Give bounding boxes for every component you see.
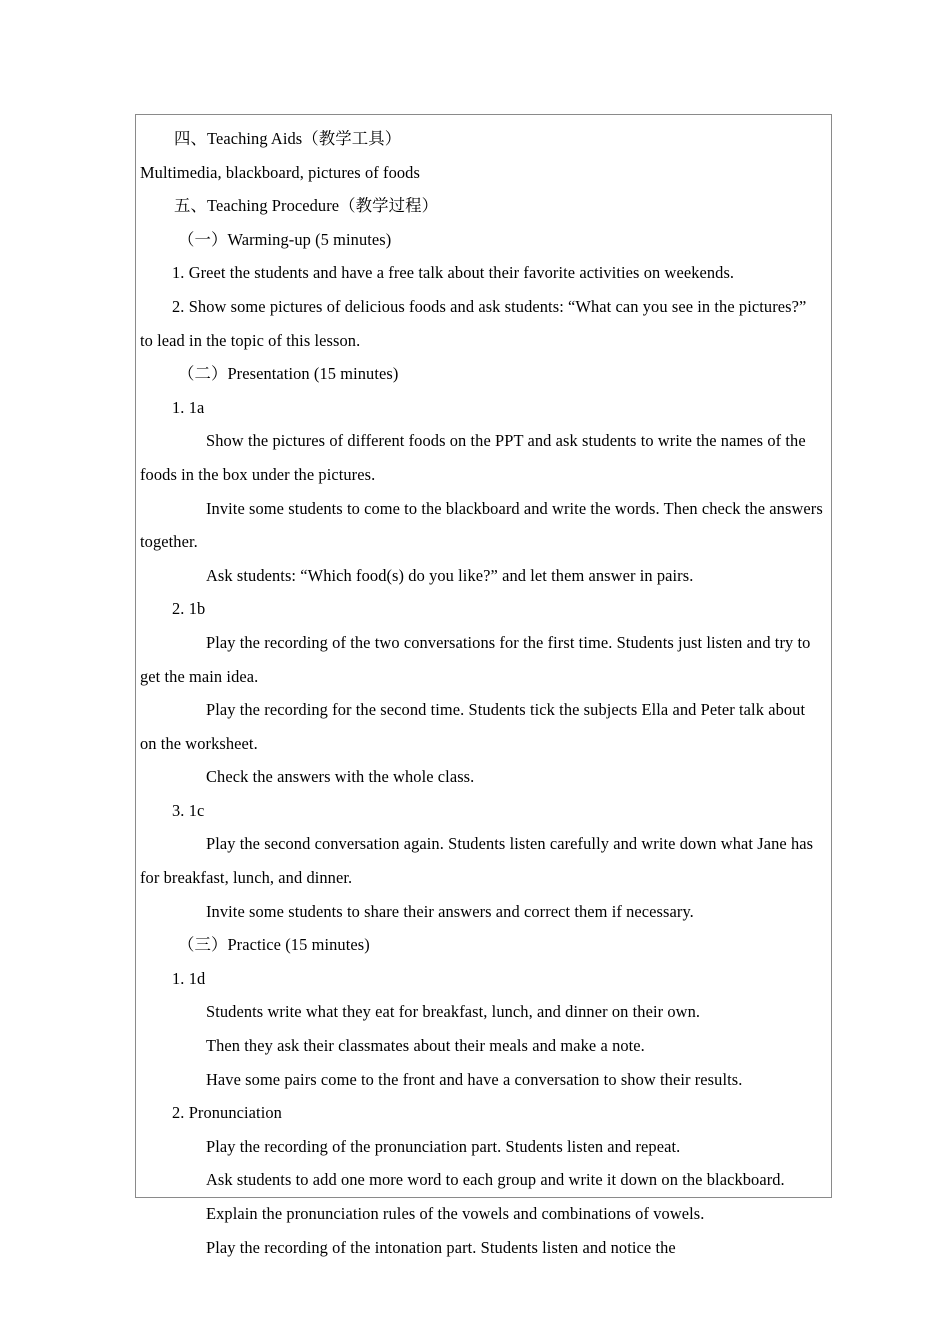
paragraph-b13: Play the recording of the two conversations for the first time. Students just listen and try to get the main idea.	[140, 632, 811, 686]
paragraph-b26: Ask students to add one more word to each group and write it down on the blackboard.	[206, 1170, 785, 1190]
paragraph-b25: Play the recording of the pronunciation part. Students listen and repeat.	[206, 1136, 681, 1156]
lesson-plan-table-cell	[136, 115, 831, 1257]
paragraph-b16: 3. 1c	[172, 800, 205, 820]
paragraph-b20: 1. 1d	[172, 968, 206, 988]
paragraph-b11: Ask students: “Which food(s) do you like?” and let them answer in pairs.	[206, 565, 694, 585]
paragraph-b24: 2. Pronunciation	[172, 1103, 282, 1123]
paragraph-b02: Multimedia, blackboard, pictures of foods	[140, 162, 420, 182]
paragraph-b18: Invite some students to share their answers and correct them if necessary.	[206, 901, 694, 921]
paragraph-b04: （一）Warming-up (5 minutes)	[178, 229, 392, 249]
paragraph-b03: 五、Teaching Procedure（教学过程）	[174, 196, 439, 216]
lesson-plan-table	[135, 114, 832, 1257]
paragraph-b12: 2. 1b	[172, 599, 206, 619]
paragraph-b07: （二）Presentation (15 minutes)	[178, 364, 399, 384]
paragraph-b10: Invite some students to come to the blackboard and write the words. Then check the answers together.	[140, 498, 823, 552]
paragraph-b22: Then they ask their classmates about their meals and make a note.	[206, 1036, 645, 1056]
paragraph-b14: Play the recording for the second time. Students tick the subjects Ella and Peter talk about on the worksheet.	[140, 700, 806, 753]
paragraph-b06: 2. Show some pictures of delicious foods and ask students: “What can you see in the pictures?” to lead in the topic of this lesson.	[140, 296, 807, 350]
paragraph-b01: 四、Teaching Aids（教学工具）	[174, 129, 402, 148]
paragraph-b28: Play the recording of the intonation part. Students listen and notice the	[206, 1237, 676, 1257]
paragraph-b08: 1. 1a	[172, 397, 205, 417]
paragraph-b15: Check the answers with the whole class.	[206, 767, 475, 787]
paragraph-b23: Have some pairs come to the front and have a conversation to show their results.	[206, 1069, 743, 1089]
paragraph-b17: Play the second conversation again. Students listen carefully and write down what Jane has for breakfast, lunch, and dinner.	[140, 834, 814, 888]
paragraph-b21: Students write what they eat for breakfast, lunch, and dinner on their own.	[206, 1002, 701, 1022]
paragraph-b09: Show the pictures of different foods on the PPT and ask students to write the names of the foods in the box under the pictures.	[140, 431, 806, 484]
paragraph-b19: （三）Practice (15 minutes)	[178, 935, 370, 955]
paragraph-b27: Explain the pronunciation rules of the vowels and combinations of vowels.	[206, 1204, 705, 1223]
paragraph-b05: 1. Greet the students and have a free talk about their favorite activities on weekends.	[172, 263, 735, 283]
